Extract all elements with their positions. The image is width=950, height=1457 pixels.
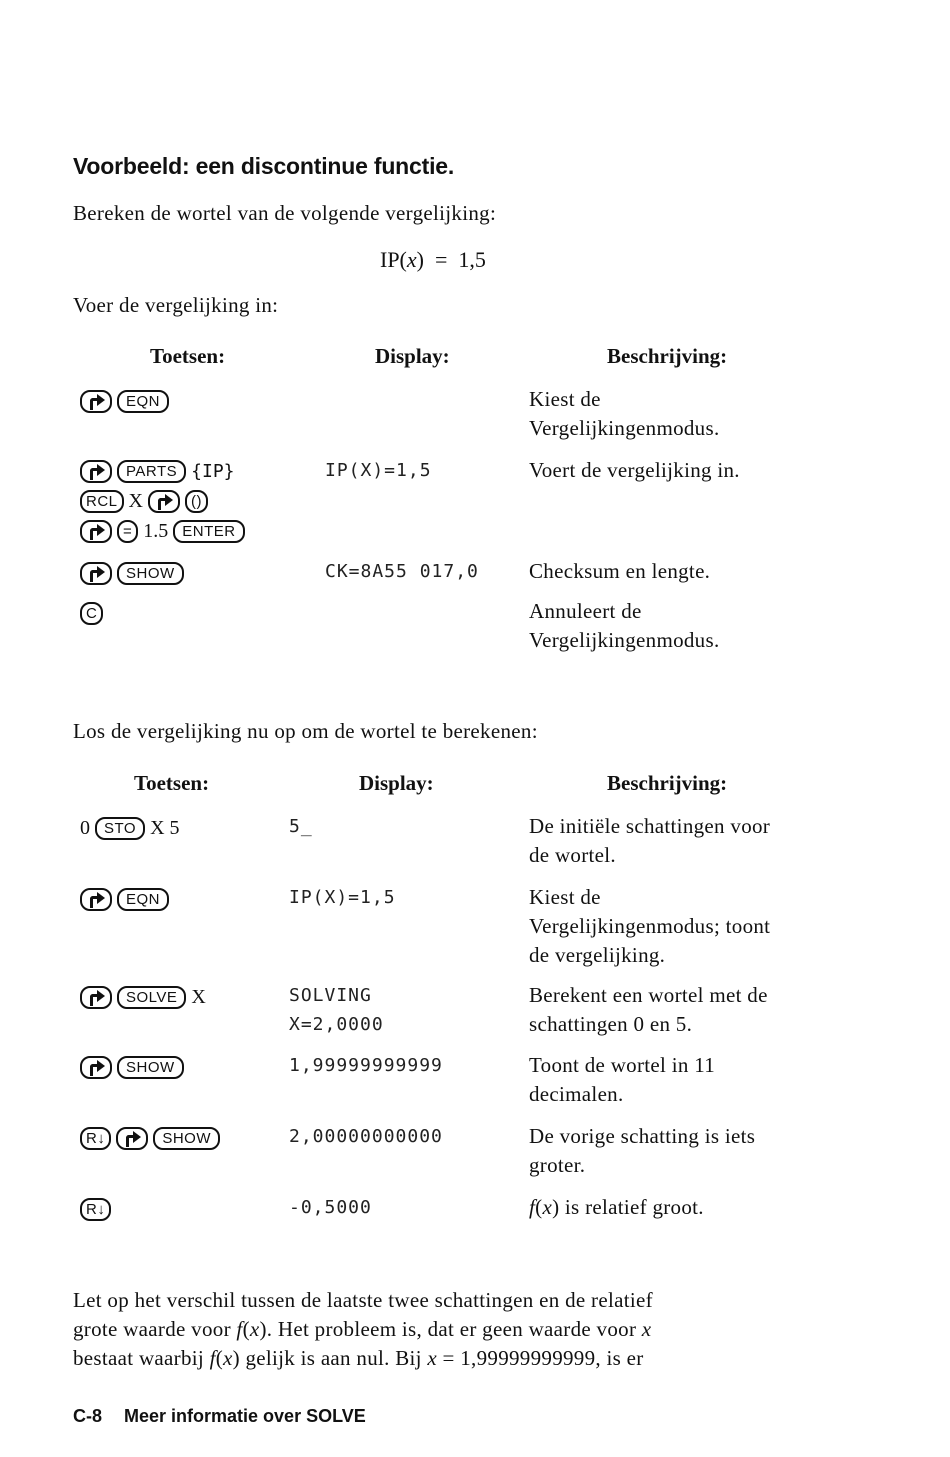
right-shift-key-icon [80,888,112,911]
x-variable: X [128,489,143,512]
number-entry: 0 [80,816,90,839]
right-shift-key-icon [80,562,112,585]
col-header-description: Beschrijving: [607,344,728,368]
right-shift-key-icon [80,460,112,483]
description-cell: Toont de wortel in 11 decimalen. [529,1053,716,1106]
description-cell: De initiële schattingen voor de wortel. [529,814,771,867]
show-key: SHOW [117,562,184,585]
right-shift-key-icon [80,1056,112,1079]
display-readout: -0,5000 [289,1197,372,1218]
col-header-keys: Toetsen: [134,771,210,795]
keys-row [80,1194,111,1224]
keys-row [80,598,103,628]
col-header-description: Beschrijving: [607,771,728,795]
enter-key: ENTER [173,520,244,543]
roll-down-key: R↓ [80,1198,111,1221]
right-shift-key-icon [148,490,180,513]
solve-instruction: Los de vergelijking nu op om de wortel te berekenen: [73,719,538,743]
sto-key: STO [95,817,145,840]
page-number: C-8 [73,1406,103,1426]
display-readout: SOLVING X=2,0000 [289,985,384,1035]
display-readout: 5_ [289,816,313,837]
display-readout: CK=8A55 017,0 [325,561,479,582]
parts-key: PARTS [117,460,186,483]
keys-row [80,1052,184,1082]
show-key: SHOW [117,1056,184,1079]
equals-key: = [117,520,138,543]
description-cell: Kiest de Vergelijkingenmodus. [529,387,720,440]
clear-key: C [80,602,103,625]
right-shift-key-icon [80,986,112,1009]
display-readout: IP(X)=1,5 [289,887,396,908]
page-footer [73,1406,366,1427]
closing-paragraph: Let op het verschil tussen de laatste twee schattingen en de relatief grote waarde voor f(x). Het probleem is, dat er geen waarde voor x bestaat waarbij f(x) gelijk is aan nul. Bij x = 1,99999999999, is er [73,1288,653,1370]
description-cell: Checksum en lengte. [529,559,711,583]
keys-row [80,1123,220,1153]
description-cell: Berekent een wortel met de schattingen 0 en 5. [529,983,768,1036]
right-shift-key-icon [80,520,112,543]
description-cell: Annuleert de Vergelijkingenmodus. [529,599,720,652]
right-shift-key-icon [116,1127,148,1150]
equation: IP(x) = 1,5 [380,247,486,272]
roll-down-key: R↓ [80,1127,111,1150]
show-key: SHOW [153,1127,220,1150]
intro-text: Bereken de wortel van de volgende vergelijking: [73,201,497,225]
x-variable: X [150,816,165,839]
keys-row [80,558,184,588]
description-cell: De vorige schatting is iets groter. [529,1124,756,1177]
parenthesis-key: () [185,490,208,513]
enter-instruction: Voer de vergelijking in: [73,293,279,317]
eqn-key: EQN [117,888,169,911]
keys-row [80,456,245,546]
number-entry: 1.5 [143,519,169,542]
display-readout: 1,99999999999 [289,1055,443,1076]
description-cell: Voert de vergelijking in. [529,458,740,482]
col-header-display: Display: [359,771,434,795]
description-cell: f(x) is relatief groot. [529,1195,704,1219]
keys-row [80,982,206,1012]
col-header-keys: Toetsen: [150,344,226,368]
col-header-display: Display: [375,344,450,368]
eqn-key: EQN [117,390,169,413]
right-shift-key-icon [80,390,112,413]
section-heading: Voorbeeld: een discontinue functie. [73,153,455,179]
display-readout: 2,00000000000 [289,1126,443,1147]
solve-key: SOLVE [117,986,186,1009]
keys-row [80,884,169,914]
description-cell: Kiest de Vergelijkingenmodus; toont de vergelijking. [529,885,771,967]
x-variable: X [191,985,206,1008]
keys-row [80,386,169,416]
chapter-title: Meer informatie over SOLVE [124,1406,366,1426]
number-entry: 5 [169,816,180,839]
display-readout: IP(X)=1,5 [325,460,432,481]
keys-row [80,813,180,843]
ip-menu-label: {IP} [191,460,235,482]
rcl-key: RCL [80,490,124,513]
